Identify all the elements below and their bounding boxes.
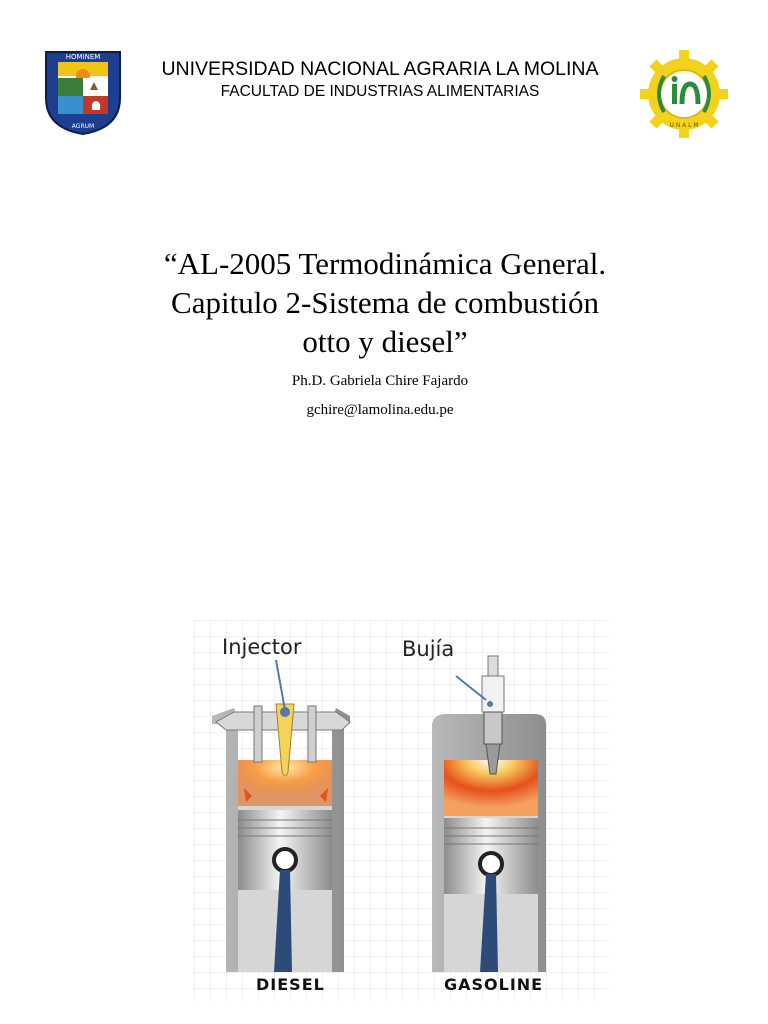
- engine-comparison-figure: [194, 620, 610, 1002]
- svg-text:U N A L M: U N A L M: [669, 122, 699, 129]
- spark-plug-label: Bujía: [402, 637, 455, 661]
- svg-text:AGRUM: AGRUM: [71, 123, 95, 130]
- title-line-1: “AL-2005 Termodinámica General.: [163, 246, 607, 281]
- diesel-caption: DIESEL: [256, 975, 325, 994]
- author-name: Ph.D. Gabriela Chire Fajardo: [291, 373, 469, 389]
- author-email: gchire@lamolina.edu.pe: [306, 402, 454, 418]
- university-name: UNIVERSIDAD NACIONAL AGRARIA LA MOLINA: [161, 58, 599, 80]
- svg-text:HOMINEM: HOMINEM: [65, 53, 101, 61]
- injector-label: Injector: [222, 635, 302, 659]
- faculty-gear-seal-icon: [638, 50, 730, 138]
- presentation-title: [80, 244, 690, 361]
- title-line-3: otto y diesel”: [302, 324, 468, 359]
- university-crest-icon: [42, 48, 124, 136]
- gasoline-caption: GASOLINE: [444, 975, 544, 994]
- title-line-2: Capitulo 2-Sistema de combustión: [171, 285, 599, 320]
- document-header: [130, 58, 630, 101]
- faculty-name: FACULTAD DE INDUSTRIAS ALIMENTARIAS: [220, 83, 540, 100]
